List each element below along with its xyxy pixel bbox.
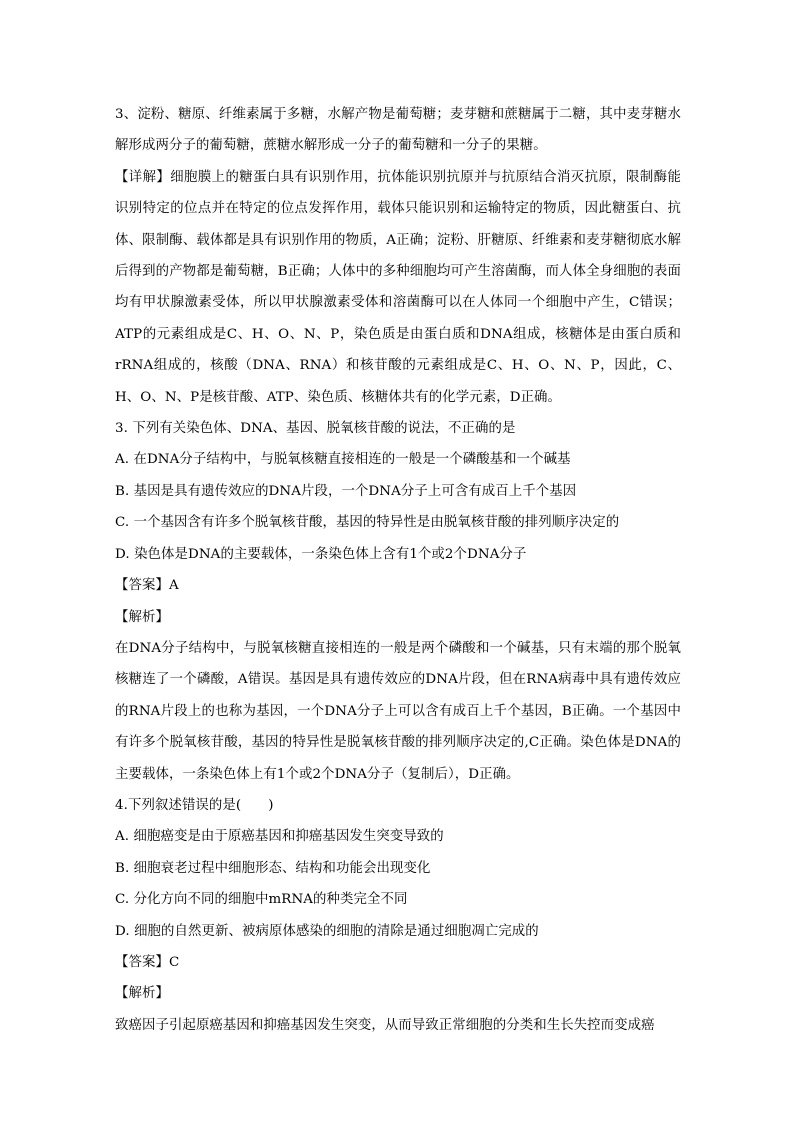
question-4-analysis-heading: 【解析】 xyxy=(115,986,169,1002)
paragraph-polysaccharide-note: 3、淀粉、糖原、纤维素属于多糖，水解产物是葡萄糖；麦芽糖和蔗糖属于二糖，其中麦芽糖水解形成两分子的葡萄糖，蔗糖水解形成一分子的葡萄糖和一分子的果糖。 xyxy=(115,107,681,154)
question-3-option-d: D. 染色体是DNA的主要载体，一条染色体上含有1个或2个DNA分子 xyxy=(115,546,527,562)
question-4-answer: 【答案】C xyxy=(115,954,180,970)
question-3-analysis: 在DNA分子结构中，与脱氧核糖直接相连的一般是两个磷酸和一个碱基，只有末端的那个脱氧核糖连了一个磷酸，A错误。基因是具有遗传效应的DNA片段，但在RNA病毒中具有遗传效应的RNA片段上的也称为基因，一个DNA分子上可以含有成百上千个基因，B正确。一个基因中有许多个脱氧核苷酸，基因的特异性是脱氧核苷酸的排列顺序决定的,C正确。染色体是DNA的主要载体，一条染色体上有1个或2个DNA分子（复制后），D正确。 xyxy=(115,640,681,782)
question-3-option-c: C. 一个基因含有许多个脱氧核苷酸，基因的特异性是由脱氧核苷酸的排列顺序决定的 xyxy=(115,515,620,531)
question-3-option-a: A. 在DNA分子结构中，与脱氧核糖直接相连的一般是一个磷酸基和一个碱基 xyxy=(115,452,571,468)
question-3-stem: 3. 下列有关染色体、DNA、基因、脱氧核苷酸的说法，不正确的是 xyxy=(115,421,516,437)
paragraph-detail-explanation: 【详解】细胞膜上的糖蛋白具有识别作用，抗体能识别抗原并与抗原结合消灭抗原，限制酶能识别特定的位点并在特定的位点发挥作用，载体只能识别和运输特定的物质，因此糖蛋白、抗体、限制酶、载体都是具有识别作用的物质，A正确；淀粉、肝糖原、纤维素和麦芽糖彻底水解后得到的产物都是葡萄糖，B正确；人体中的多种细胞均可产生溶菌酶，而人体全身细胞的表面均有甲状腺激素受体，所以甲状腺激素受体和溶菌酶可以在人体同一个细胞中产生，C错误；ATP的元素组成是C、H、O、N、P，染色质是由蛋白质和DNA组成，核糖体是由蛋白质和rRNA组成的，核酸（DNA、RNA）和核苷酸的元素组成是C、H、O、N、P，因此，C、H、O、N、P是核苷酸、ATP、染色质、核糖体共有的化学元素，D正确。 xyxy=(115,169,681,405)
question-3-analysis-heading: 【解析】 xyxy=(115,609,169,625)
question-4-option-c: C. 分化方向不同的细胞中mRNA的种类完全不同 xyxy=(115,892,408,908)
question-4-option-b: B. 细胞衰老过程中细胞形态、结构和功能会出现变化 xyxy=(115,860,431,876)
document-body xyxy=(115,99,681,1041)
question-4-option-d: D. 细胞的自然更新、被病原体感染的细胞的清除是通过细胞凋亡完成的 xyxy=(115,923,539,939)
question-4-stem: 4.下列叙述错误的是( ) xyxy=(115,797,274,813)
question-4-analysis: 致癌因子引起原癌基因和抑癌基因发生突变，从而导致正常细胞的分类和生长失控而变成癌 xyxy=(115,1017,655,1033)
question-3-answer: 【答案】A xyxy=(115,578,179,594)
question-3-option-b: B. 基因是具有遗传效应的DNA片段，一个DNA分子上可含有成百上千个基因 xyxy=(115,483,577,499)
question-4-option-a: A. 细胞癌变是由于原癌基因和抑癌基因发生突变导致的 xyxy=(115,829,444,845)
